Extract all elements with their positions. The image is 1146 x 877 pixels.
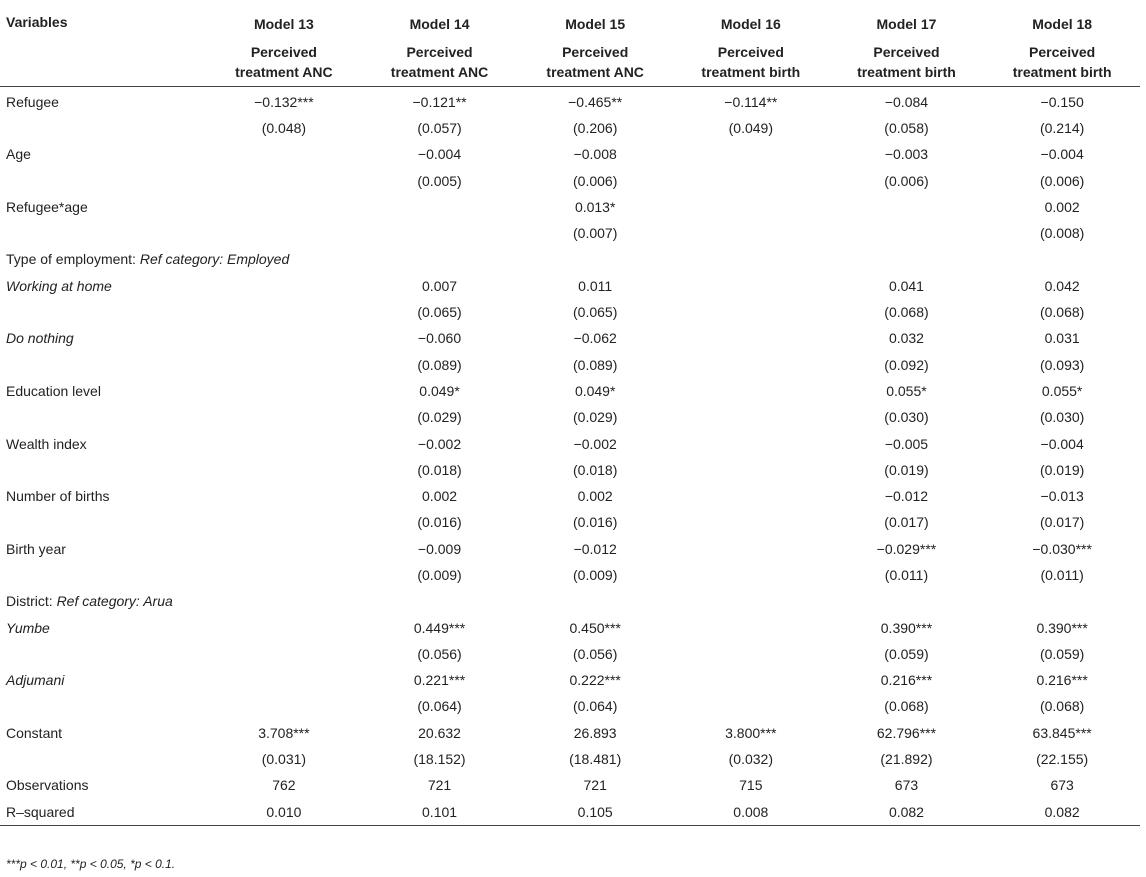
coefficient-cell: [673, 167, 829, 193]
coefficient-cell: 0.041: [888, 277, 924, 294]
coefficient-cell: (0.009): [573, 566, 618, 583]
coefficient-cell: [673, 588, 829, 614]
coefficient-cell: 721: [583, 777, 607, 794]
coefficient-cell: 0.216***: [1036, 672, 1088, 689]
model-outcome-line2: treatment ANC: [235, 64, 333, 80]
coefficient-cell: [829, 194, 985, 220]
model-outcome-line2: treatment birth: [857, 64, 956, 80]
table-row: [0, 457, 1140, 483]
model-header: [984, 0, 1140, 86]
model-name: Model 13: [253, 16, 314, 32]
table-row: [0, 536, 1140, 562]
variable-label-text: Wealth index: [6, 435, 87, 452]
coefficient-cell: [206, 404, 362, 430]
model-outcome-line1: Perceived: [562, 44, 629, 60]
variable-label: [0, 273, 206, 299]
coefficient-cell: −0.121**: [412, 93, 467, 110]
coefficient-cell: (0.007): [573, 225, 618, 242]
variable-label: [0, 194, 206, 220]
model-outcome-line1: Perceived: [250, 44, 317, 60]
coefficient-cell: [673, 246, 829, 272]
table-row: [0, 430, 1140, 456]
coefficient-cell: (0.017): [1039, 514, 1085, 531]
table-row: [0, 720, 1140, 746]
variable-label-text: Birth year: [6, 540, 66, 557]
coefficient-cell: (0.056): [417, 645, 462, 662]
model-name: Model 18: [1032, 16, 1093, 32]
variable-label-text: Refugee: [6, 93, 59, 110]
coefficient-cell: −0.009: [417, 540, 462, 557]
coefficient-cell: [829, 588, 985, 614]
coefficient-cell: [673, 325, 829, 351]
model-name: Model 15: [565, 16, 626, 32]
coefficient-cell: (0.214): [1039, 119, 1085, 136]
coefficient-cell: (0.017): [884, 514, 929, 531]
variable-label: [0, 115, 206, 141]
table-row: [0, 86, 1140, 115]
coefficient-cell: (0.089): [573, 356, 618, 373]
variable-label: [0, 667, 206, 693]
coefficient-cell: (0.016): [573, 514, 618, 531]
coefficient-cell: 63.845***: [1032, 724, 1092, 741]
coefficient-cell: 0.049*: [419, 382, 460, 399]
coefficient-cell: 0.105: [517, 799, 673, 826]
coefficient-cell: (0.089): [417, 356, 462, 373]
coefficient-cell: (0.019): [884, 461, 929, 478]
coefficient-cell: 3.800***: [725, 724, 777, 741]
variable-label: [0, 536, 206, 562]
coefficient-cell: 0.222***: [569, 672, 621, 689]
coefficient-cell: −0.012: [573, 540, 617, 557]
table-row: [0, 167, 1140, 193]
coefficient-cell: (0.019): [1039, 461, 1085, 478]
coefficient-cell: [673, 562, 829, 588]
coefficient-cell: [984, 588, 1140, 614]
coefficient-cell: −0.465**: [568, 93, 623, 110]
variable-label: [0, 220, 206, 246]
coefficient-cell: (0.058): [884, 119, 929, 136]
coefficient-cell: −0.062: [573, 330, 617, 347]
table-row: [0, 772, 1140, 798]
coefficient-cell: 673: [894, 777, 919, 794]
model-header: [362, 0, 518, 86]
coefficient-cell: 0.008: [673, 799, 829, 826]
coefficient-cell: [206, 273, 362, 299]
coefficient-cell: [673, 404, 829, 430]
coefficient-cell: 0.049*: [574, 382, 616, 399]
coefficient-cell: [673, 273, 829, 299]
model-outcome-line2: treatment ANC: [546, 64, 644, 80]
coefficient-cell: (0.018): [573, 461, 618, 478]
coefficient-cell: [206, 667, 362, 693]
variable-label: [0, 246, 290, 272]
coefficient-cell: 0.082: [829, 799, 985, 826]
variable-label: [0, 588, 206, 614]
coefficient-cell: (0.057): [417, 119, 462, 136]
coefficient-cell: (0.059): [884, 645, 929, 662]
coefficient-cell: (0.011): [884, 566, 929, 583]
variable-label: [0, 509, 206, 535]
variable-label: [0, 430, 206, 456]
model-outcome-line2: treatment ANC: [390, 64, 489, 80]
coefficient-cell: [206, 325, 362, 351]
coefficient-cell: 3.708***: [258, 724, 310, 741]
coefficient-cell: 715: [739, 777, 763, 794]
table-row: [0, 351, 1140, 377]
coefficient-cell: 20.632: [418, 724, 461, 741]
coefficient-cell: [206, 614, 362, 640]
coefficient-cell: −0.008: [573, 146, 617, 163]
header-row: [0, 0, 1140, 86]
coefficient-cell: (0.068): [884, 698, 929, 715]
coefficient-cell: (0.068): [884, 304, 929, 321]
coefficient-cell: 0.390***: [880, 619, 933, 636]
coefficient-cell: [673, 194, 829, 220]
coefficient-cell: [206, 220, 362, 246]
coefficient-cell: [362, 246, 518, 272]
coefficient-cell: (0.032): [728, 751, 773, 768]
coefficient-cell: −0.150: [1040, 93, 1084, 110]
coefficient-cell: (0.049): [728, 119, 773, 136]
coefficient-cell: [362, 588, 518, 614]
coefficient-cell: 762: [272, 777, 296, 794]
variable-label: [0, 141, 206, 167]
coefficient-cell: 0.082: [984, 799, 1140, 826]
coefficient-cell: (0.065): [573, 304, 618, 321]
variable-label-text: Do nothing: [6, 330, 74, 347]
reference-category-text: Ref category: Employed: [139, 251, 290, 268]
coefficient-cell: −0.004: [1040, 146, 1084, 163]
table-body: [0, 86, 1140, 825]
coefficient-cell: [673, 351, 829, 377]
coefficient-cell: [206, 588, 362, 614]
table-row: [0, 115, 1140, 141]
coefficient-cell: (0.009): [417, 566, 462, 583]
coefficient-cell: [206, 167, 362, 193]
coefficient-cell: [517, 588, 673, 614]
coefficient-cell: 0.216***: [880, 672, 933, 689]
coefficient-cell: (0.006): [573, 172, 618, 189]
model-header: [517, 0, 673, 86]
coefficient-cell: (0.006): [884, 172, 929, 189]
variable-label: [0, 614, 206, 640]
table-row: [0, 220, 1140, 246]
coefficient-cell: [673, 614, 829, 640]
variable-label: [0, 562, 206, 588]
coefficient-cell: [206, 536, 362, 562]
coefficient-cell: (0.065): [417, 304, 462, 321]
coefficient-cell: [673, 141, 829, 167]
coefficient-cell: (0.011): [1040, 566, 1084, 583]
table-row: [0, 141, 1140, 167]
variable-label: [0, 299, 206, 325]
table-row: [0, 509, 1140, 535]
model-name: Model 14: [409, 16, 470, 32]
coefficient-cell: [673, 536, 829, 562]
model-header: [673, 0, 829, 86]
model-outcome-line1: Perceived: [1029, 44, 1096, 60]
coefficient-cell: [206, 141, 362, 167]
coefficient-cell: −0.132***: [254, 93, 314, 110]
coefficient-cell: [206, 430, 362, 456]
variable-label: [0, 86, 206, 115]
variable-label-text: Observations: [6, 777, 89, 794]
variable-label: [0, 167, 206, 193]
coefficient-cell: (0.068): [1039, 698, 1085, 715]
model-name: Model 16: [720, 16, 781, 32]
variable-label-text: Yumbe: [6, 619, 50, 636]
variable-label-text: R–squared: [6, 803, 75, 820]
coefficient-cell: 0.032: [888, 330, 924, 347]
variable-label: [0, 483, 206, 509]
table-row: [0, 667, 1140, 693]
coefficient-cell: 0.450***: [569, 619, 621, 636]
table-row: [0, 641, 1140, 667]
coefficient-cell: (0.018): [417, 461, 462, 478]
coefficient-cell: 0.055*: [886, 382, 927, 399]
table-row: [0, 746, 1140, 772]
coefficient-cell: [673, 457, 829, 483]
coefficient-cell: [517, 246, 673, 272]
table-row: [0, 273, 1140, 299]
model-header: [206, 0, 362, 86]
coefficient-cell: −0.012: [884, 488, 929, 505]
coefficient-cell: [206, 378, 362, 404]
coefficient-cell: −0.060: [417, 330, 462, 347]
significance-footnote: ***p < 0.01, **p < 0.05, *p < 0.1.: [6, 857, 176, 871]
reference-category-text: Ref category: Arua: [56, 593, 173, 610]
variable-label-text: District:: [6, 593, 57, 610]
coefficient-cell: (0.008): [1039, 225, 1085, 242]
variable-label-text: Type of employment:: [6, 251, 140, 268]
coefficient-cell: −0.114**: [724, 93, 778, 110]
coefficient-cell: −0.004: [417, 146, 462, 163]
coefficient-cell: −0.005: [884, 435, 929, 452]
coefficient-cell: [206, 562, 362, 588]
coefficient-cell: −0.029***: [876, 540, 937, 557]
model-outcome-line2: treatment birth: [1012, 64, 1112, 80]
variable-label: [0, 404, 206, 430]
table-row: [0, 194, 1140, 220]
coefficient-cell: (0.064): [417, 698, 462, 715]
coefficient-cell: (0.005): [417, 172, 462, 189]
variables-header: Variables: [0, 0, 206, 86]
coefficient-cell: 0.390***: [1036, 619, 1088, 636]
table-row: [0, 378, 1140, 404]
coefficient-cell: 721: [427, 777, 452, 794]
coefficient-cell: [362, 220, 518, 246]
coefficient-cell: −0.030***: [1032, 540, 1092, 557]
coefficient-cell: −0.004: [1040, 435, 1084, 452]
table-row: [0, 325, 1140, 351]
coefficient-cell: 0.002: [1044, 198, 1080, 215]
coefficient-cell: (21.892): [880, 751, 933, 768]
coefficient-cell: (0.059): [1039, 645, 1085, 662]
coefficient-cell: [362, 194, 518, 220]
coefficient-cell: [206, 194, 362, 220]
coefficient-cell: −0.013: [1040, 488, 1084, 505]
coefficient-cell: 0.221***: [413, 672, 466, 689]
coefficient-cell: 62.796***: [876, 724, 937, 741]
coefficient-cell: (0.093): [1039, 356, 1085, 373]
coefficient-cell: 0.042: [1044, 277, 1080, 294]
variable-label-text: Age: [6, 146, 31, 163]
coefficient-cell: [206, 641, 362, 667]
variable-label: [0, 351, 206, 377]
coefficient-cell: (0.030): [1039, 409, 1085, 426]
table-row: [0, 483, 1140, 509]
coefficient-cell: [673, 378, 829, 404]
variable-label: [0, 693, 206, 719]
variable-label: [0, 325, 206, 351]
variable-label-text: Working at home: [6, 277, 112, 294]
model-outcome-line1: Perceived: [406, 44, 473, 60]
coefficient-cell: (0.092): [884, 356, 929, 373]
coefficient-cell: −0.084: [884, 93, 929, 110]
variable-label-text: Adjumani: [6, 672, 65, 689]
coefficient-cell: −0.002: [573, 435, 617, 452]
coefficient-cell: [673, 483, 829, 509]
coefficient-cell: 0.010: [206, 799, 362, 826]
model-header: [829, 0, 985, 86]
coefficient-cell: (0.006): [1039, 172, 1085, 189]
coefficient-cell: [206, 299, 362, 325]
coefficient-cell: [206, 457, 362, 483]
variable-label: [0, 378, 206, 404]
coefficient-cell: (18.481): [569, 751, 622, 768]
coefficient-cell: 673: [1050, 777, 1074, 794]
table-row: [0, 588, 1140, 614]
model-outcome-line2: treatment birth: [701, 64, 801, 80]
variable-label: [0, 641, 206, 667]
table-row: [0, 404, 1140, 430]
coefficient-cell: [206, 509, 362, 535]
coefficient-cell: [206, 351, 362, 377]
coefficient-cell: [673, 220, 829, 246]
coefficient-cell: 0.002: [422, 488, 458, 505]
coefficient-cell: (0.048): [261, 119, 307, 136]
coefficient-cell: 0.013*: [574, 198, 616, 215]
variable-label-text: Constant: [6, 724, 63, 741]
coefficient-cell: −0.002: [417, 435, 462, 452]
coefficient-cell: (22.155): [1036, 751, 1089, 768]
variable-label: [0, 772, 206, 798]
model-name: Model 17: [876, 16, 937, 32]
coefficient-cell: [673, 299, 829, 325]
coefficient-cell: 0.007: [422, 277, 458, 294]
coefficient-cell: (0.031): [261, 751, 307, 768]
coefficient-cell: 0.031: [1044, 330, 1080, 347]
coefficient-cell: 0.011: [578, 277, 613, 294]
variable-label: [0, 799, 206, 826]
coefficient-cell: (0.029): [573, 409, 618, 426]
table-row: [0, 799, 1140, 826]
coefficient-cell: [673, 693, 829, 719]
coefficient-cell: (0.206): [573, 119, 618, 136]
coefficient-cell: (0.064): [573, 698, 618, 715]
coefficient-cell: (18.152): [413, 751, 466, 768]
coefficient-cell: (0.068): [1039, 304, 1085, 321]
coefficient-cell: (0.016): [417, 514, 462, 531]
table-row: [0, 246, 1140, 272]
coefficient-cell: [984, 246, 1140, 272]
table-row: [0, 299, 1140, 325]
table-row: [0, 693, 1140, 719]
coefficient-cell: (0.030): [884, 409, 929, 426]
table-row: [0, 562, 1140, 588]
coefficient-cell: [673, 641, 829, 667]
coefficient-cell: (0.056): [573, 645, 618, 662]
coefficient-cell: 0.101: [362, 799, 518, 826]
coefficient-cell: (0.029): [417, 409, 462, 426]
model-outcome-line1: Perceived: [717, 44, 784, 60]
coefficient-cell: [673, 509, 829, 535]
table-row: [0, 614, 1140, 640]
coefficient-cell: [829, 220, 985, 246]
coefficient-cell: 0.449***: [413, 619, 466, 636]
coefficient-cell: −0.003: [884, 146, 929, 163]
variable-label-text: Education level: [6, 382, 101, 399]
coefficient-cell: [829, 246, 985, 272]
variable-label: [0, 720, 206, 746]
coefficient-cell: [673, 430, 829, 456]
coefficient-cell: 26.893: [573, 724, 617, 741]
coefficient-cell: [673, 667, 829, 693]
coefficient-cell: [206, 693, 362, 719]
variable-label: [0, 457, 206, 483]
variable-label-text: Number of births: [6, 488, 110, 505]
coefficient-cell: 0.002: [577, 488, 613, 505]
coefficient-cell: [206, 483, 362, 509]
model-outcome-line1: Perceived: [873, 44, 940, 60]
coefficient-cell: 0.055*: [1041, 382, 1083, 399]
variable-label-text: Refugee*age: [6, 198, 88, 215]
variable-label: [0, 746, 206, 772]
